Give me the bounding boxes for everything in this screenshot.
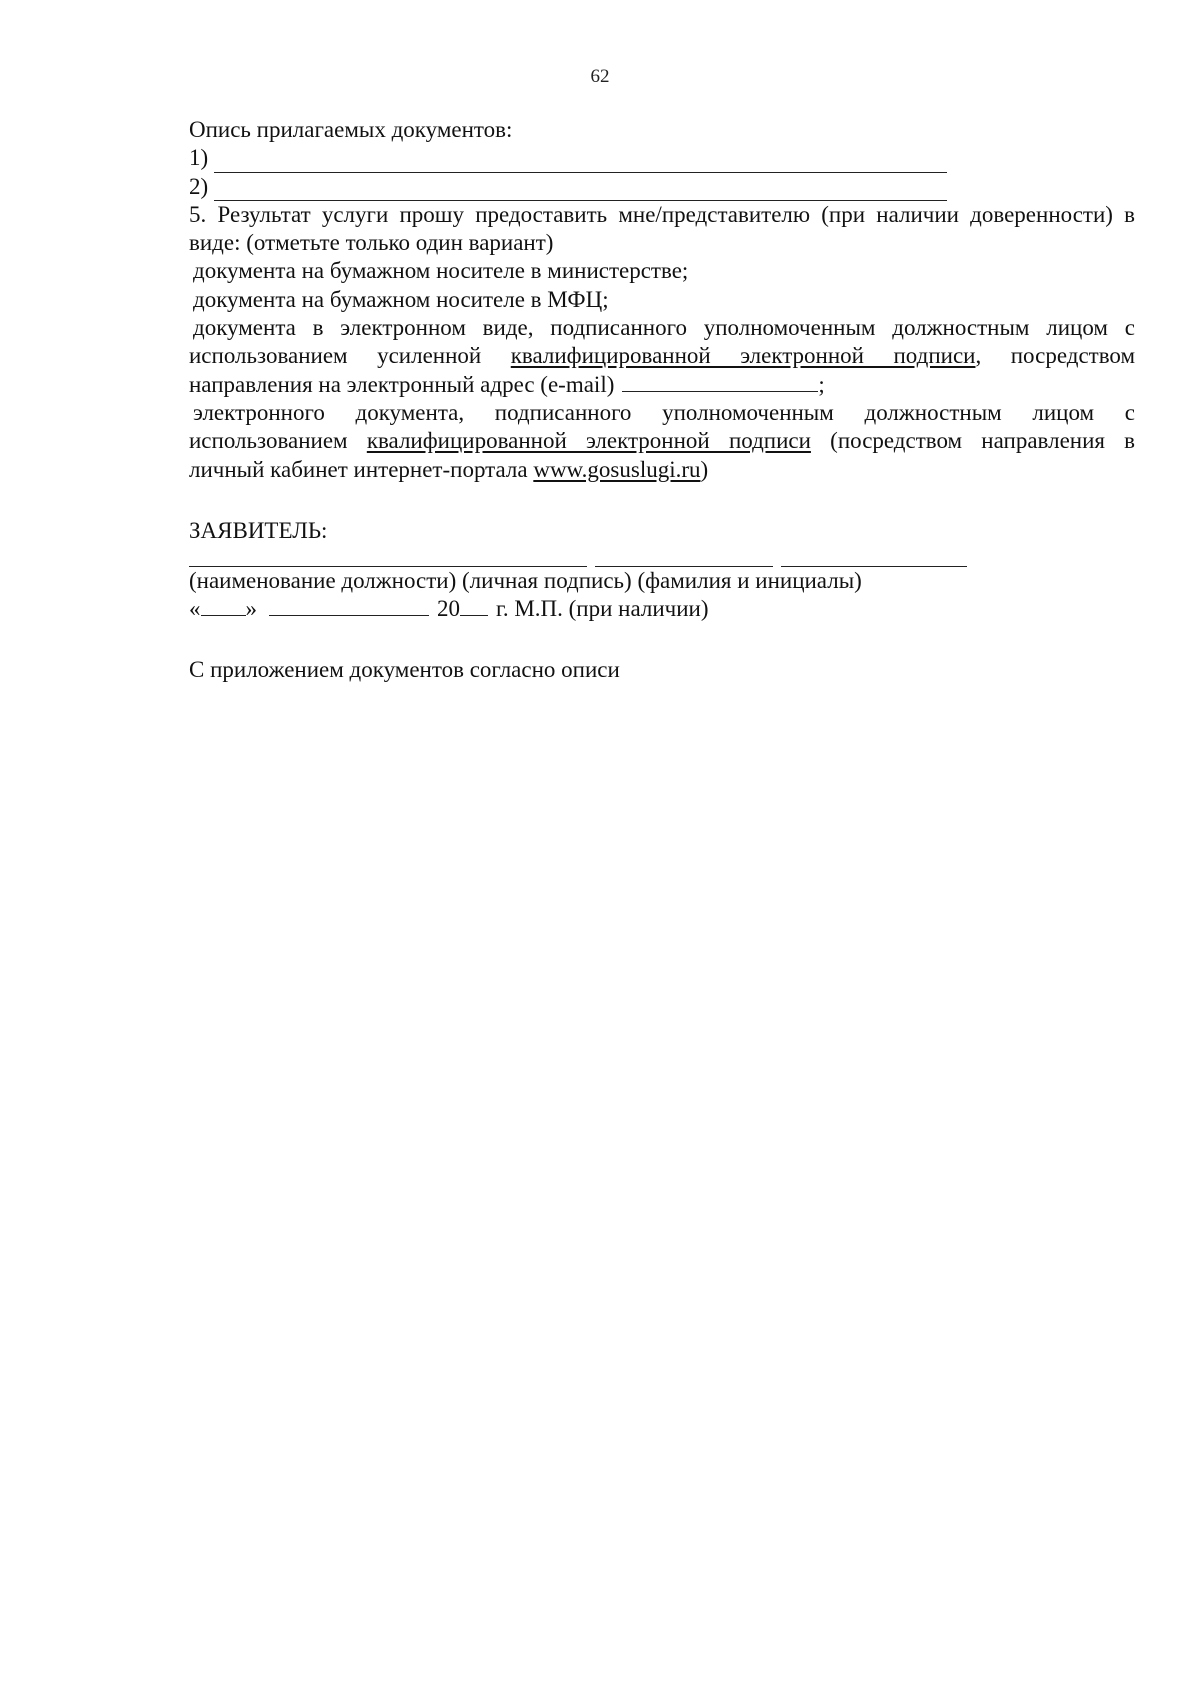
applicant-section [189,517,1135,624]
day-field[interactable] [201,595,246,616]
qualified-signature-underlined: квалифицированной электронной подписи [366,428,811,454]
signature-field[interactable] [595,548,773,567]
result-option-paper-mfc: документа на бумажном носителе в МФЦ; [193,286,609,312]
year-prefix: 20 [437,596,460,622]
option-text: документа в электронном виде, подписанного уполномоченным должностным лицом с использованием усиленной [189,315,1135,369]
signature-captions: (наименование должности) (личная подпись) (фамилия и инициалы) [189,568,862,594]
inventory-title: Опись прилагаемых документов: [189,117,513,142]
applicant-heading: ЗАЯВИТЕЛЬ: [189,517,328,543]
month-field[interactable] [269,595,429,616]
date-close-quote: » [245,596,257,622]
document-body [189,116,1135,684]
inventory-item-2 [189,173,1135,201]
result-heading-line-2: виде: (отметьте только один вариант) [189,230,554,256]
gosuslugi-link[interactable]: www.gosuslugi.ru [533,456,701,482]
option-text: ) [700,456,709,482]
result-heading-line-1: 5. Результат услуги прошу предоставить мне/представителю (при наличии доверенности) в [189,201,1135,227]
position-field[interactable] [189,548,587,567]
option-text: (посредством направления в личный кабинет интернет-портала [189,428,1136,482]
signature-lines [189,549,1135,567]
inventory-item-blank[interactable] [214,178,947,201]
page-number: 62 [590,66,610,87]
inventory-item-number: 2) [189,173,209,199]
date-row [189,595,1135,623]
qualified-signature-underlined: квалифицированной электронной подписи [510,343,976,369]
inventory-item-1 [189,144,1135,172]
year-suffix: г. М.П. (при наличии) [496,596,709,622]
option-text: ; [818,371,825,397]
option-text: электронного документа, подписанного уполномоченным должностным лицом с использованием [189,399,1135,454]
result-option-email [189,314,1135,399]
date-open-quote: « [189,596,201,622]
inventory-item-number: 1) [189,145,209,171]
year-field[interactable] [460,595,488,616]
result-option-paper-ministry: документа на бумажном носителе в министерстве; [193,258,689,284]
option-text: , посредством направления на электронный адрес (e-mail) [189,343,1136,397]
attachment-note: С приложением документов согласно описи [189,656,620,682]
email-field[interactable] [622,371,818,392]
inventory-item-blank[interactable] [214,150,947,173]
result-option-gosuslugi [189,399,1135,484]
name-field[interactable] [781,548,967,567]
